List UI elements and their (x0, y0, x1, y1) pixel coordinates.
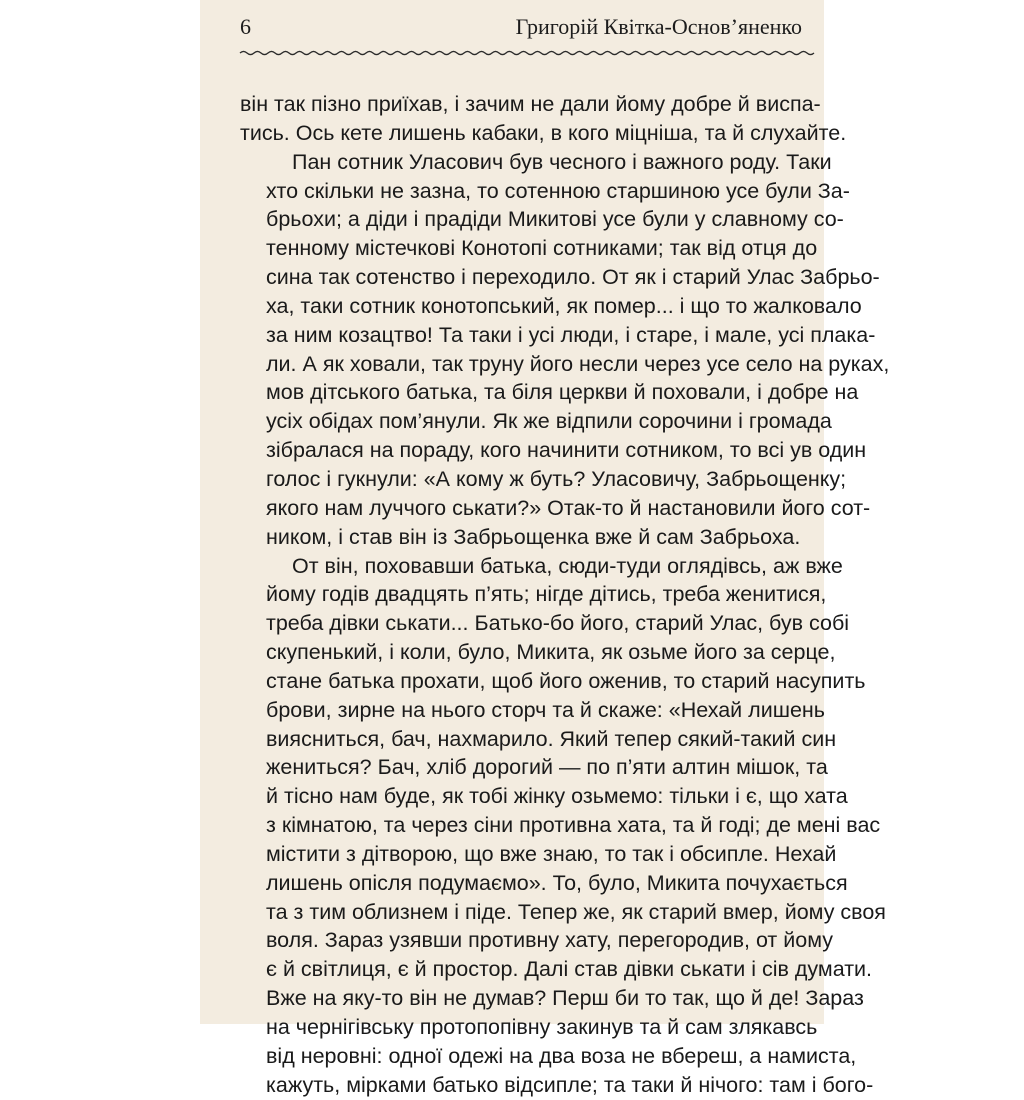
text-line: лишень опісля подумаємо». То, було, Микита почухається (266, 870, 848, 895)
text-line: воля. Зараз узявши противну хату, перегородив, от йому (266, 928, 833, 953)
text-line: вияснитьcя, бач, нахмарило. Який тепер сякий-такий син (266, 726, 837, 751)
text-line: на чернігівську протопопівну закинув та й сам злякавсь (266, 1015, 818, 1039)
text-line: ли. А як ховали, так труну його несли через усе село на руках, (266, 351, 890, 376)
text-line: скупенький, і коли, було, Микита, як озьме його за серце, (266, 640, 836, 665)
text-line: Вже на яку-то він не думав? Перш би то так, що й де! Зараз (266, 986, 864, 1011)
text-line: з кімнатою, та через сіни противна хата, та й годі; де мені вас (266, 813, 881, 838)
text-line: тенному містечкові Конотопі сотниками; так від отця до (266, 236, 818, 261)
text-line: тись. Ось кете лишень кабаки, в кого міцніша, та й слухайте. (240, 120, 847, 145)
text-line: якого нам луччого ськати?» Отак-то й настановили його сот- (266, 495, 871, 520)
text-line: ником, і став він із Забрьощенка вже й сам Забрьоха. (266, 524, 801, 549)
text-line: Пан сотник Уласович був чесного і важного роду. Таки (292, 149, 832, 174)
text-line: треба дівки ськати... Батько-бо його, старий Улас, був собі (266, 611, 850, 636)
text-line: та з тим облизнем і піде. Тепер же, як старий вмер, йому своя (266, 899, 886, 924)
text-line: містити з дітворою, що вже знаю, то так і обсипле. Нехай (266, 841, 837, 866)
paragraph (240, 90, 847, 148)
page-header (240, 14, 802, 46)
book-page (200, 0, 890, 1097)
text-line: хто скільки не зазна, то сотенною старшиною усе були За- (266, 178, 850, 203)
text-line: за ним козацтво! Та таки і усі люди, і старе, і мале, усі плака- (266, 322, 876, 347)
text-line: голос і гукнули: «А кому ж буть? Уласовичу, Забрьощенку; (266, 466, 847, 491)
text-line: усіх обідах пом’янули. Як же відпили сорочини і громада (266, 409, 832, 434)
text-line: брьохи; а діди і прадіди Микитові усе були у славному со- (266, 207, 844, 232)
text-line: мов дітського батька, та біля церкви й поховали, і добре на (266, 380, 859, 405)
text-line: ха, таки сотник конотопський, як помер... і що то жалковало (266, 293, 862, 318)
page-number: 6 (240, 14, 251, 39)
text-line: від неровні: одної одежі на два воза не вбереш, а намиста, (266, 1043, 857, 1068)
text-line: зібралася на пораду, кого начинити сотником, то всі ув один (266, 438, 867, 463)
decorative-wave-rule (240, 46, 802, 60)
paragraph (240, 552, 886, 1100)
text-line: він так пізно приїхав, і зачим не дали йому добре й виспа- (240, 92, 821, 116)
text-line: жениться? Бач, хліб дорогий — по п’яти алтин мішок, та (266, 755, 828, 780)
text-line: йому годів двадцять п’ять; нігде дітись, треба женитися, (266, 582, 827, 607)
text-line: кажуть, мірками батько відсипле; та таки й нічого: там і бого- (266, 1072, 874, 1097)
text-line: От він, поховавши батька, сюди-туди оглядівсь, аж вже (292, 553, 843, 578)
text-line: й тісно нам буде, як тобі жінку озьмемо: тільки і є, що хата (266, 784, 848, 809)
paragraph (240, 148, 890, 552)
body-text (240, 90, 890, 1100)
text-line: стане батька прохати, щоб його оженив, то старий насупить (266, 668, 866, 693)
text-line: брови, зирне на нього сторч та й скаже: «Нехай лишень (266, 697, 825, 722)
running-title: Григорій Квітка-Основ’яненко (515, 14, 802, 39)
text-line: є й світлиця, є й простор. Далі став дівки ськати і сів думати. (266, 957, 873, 982)
text-line: сина так сотенство і переходило. От як і старий Улас Забрьо- (266, 265, 880, 290)
